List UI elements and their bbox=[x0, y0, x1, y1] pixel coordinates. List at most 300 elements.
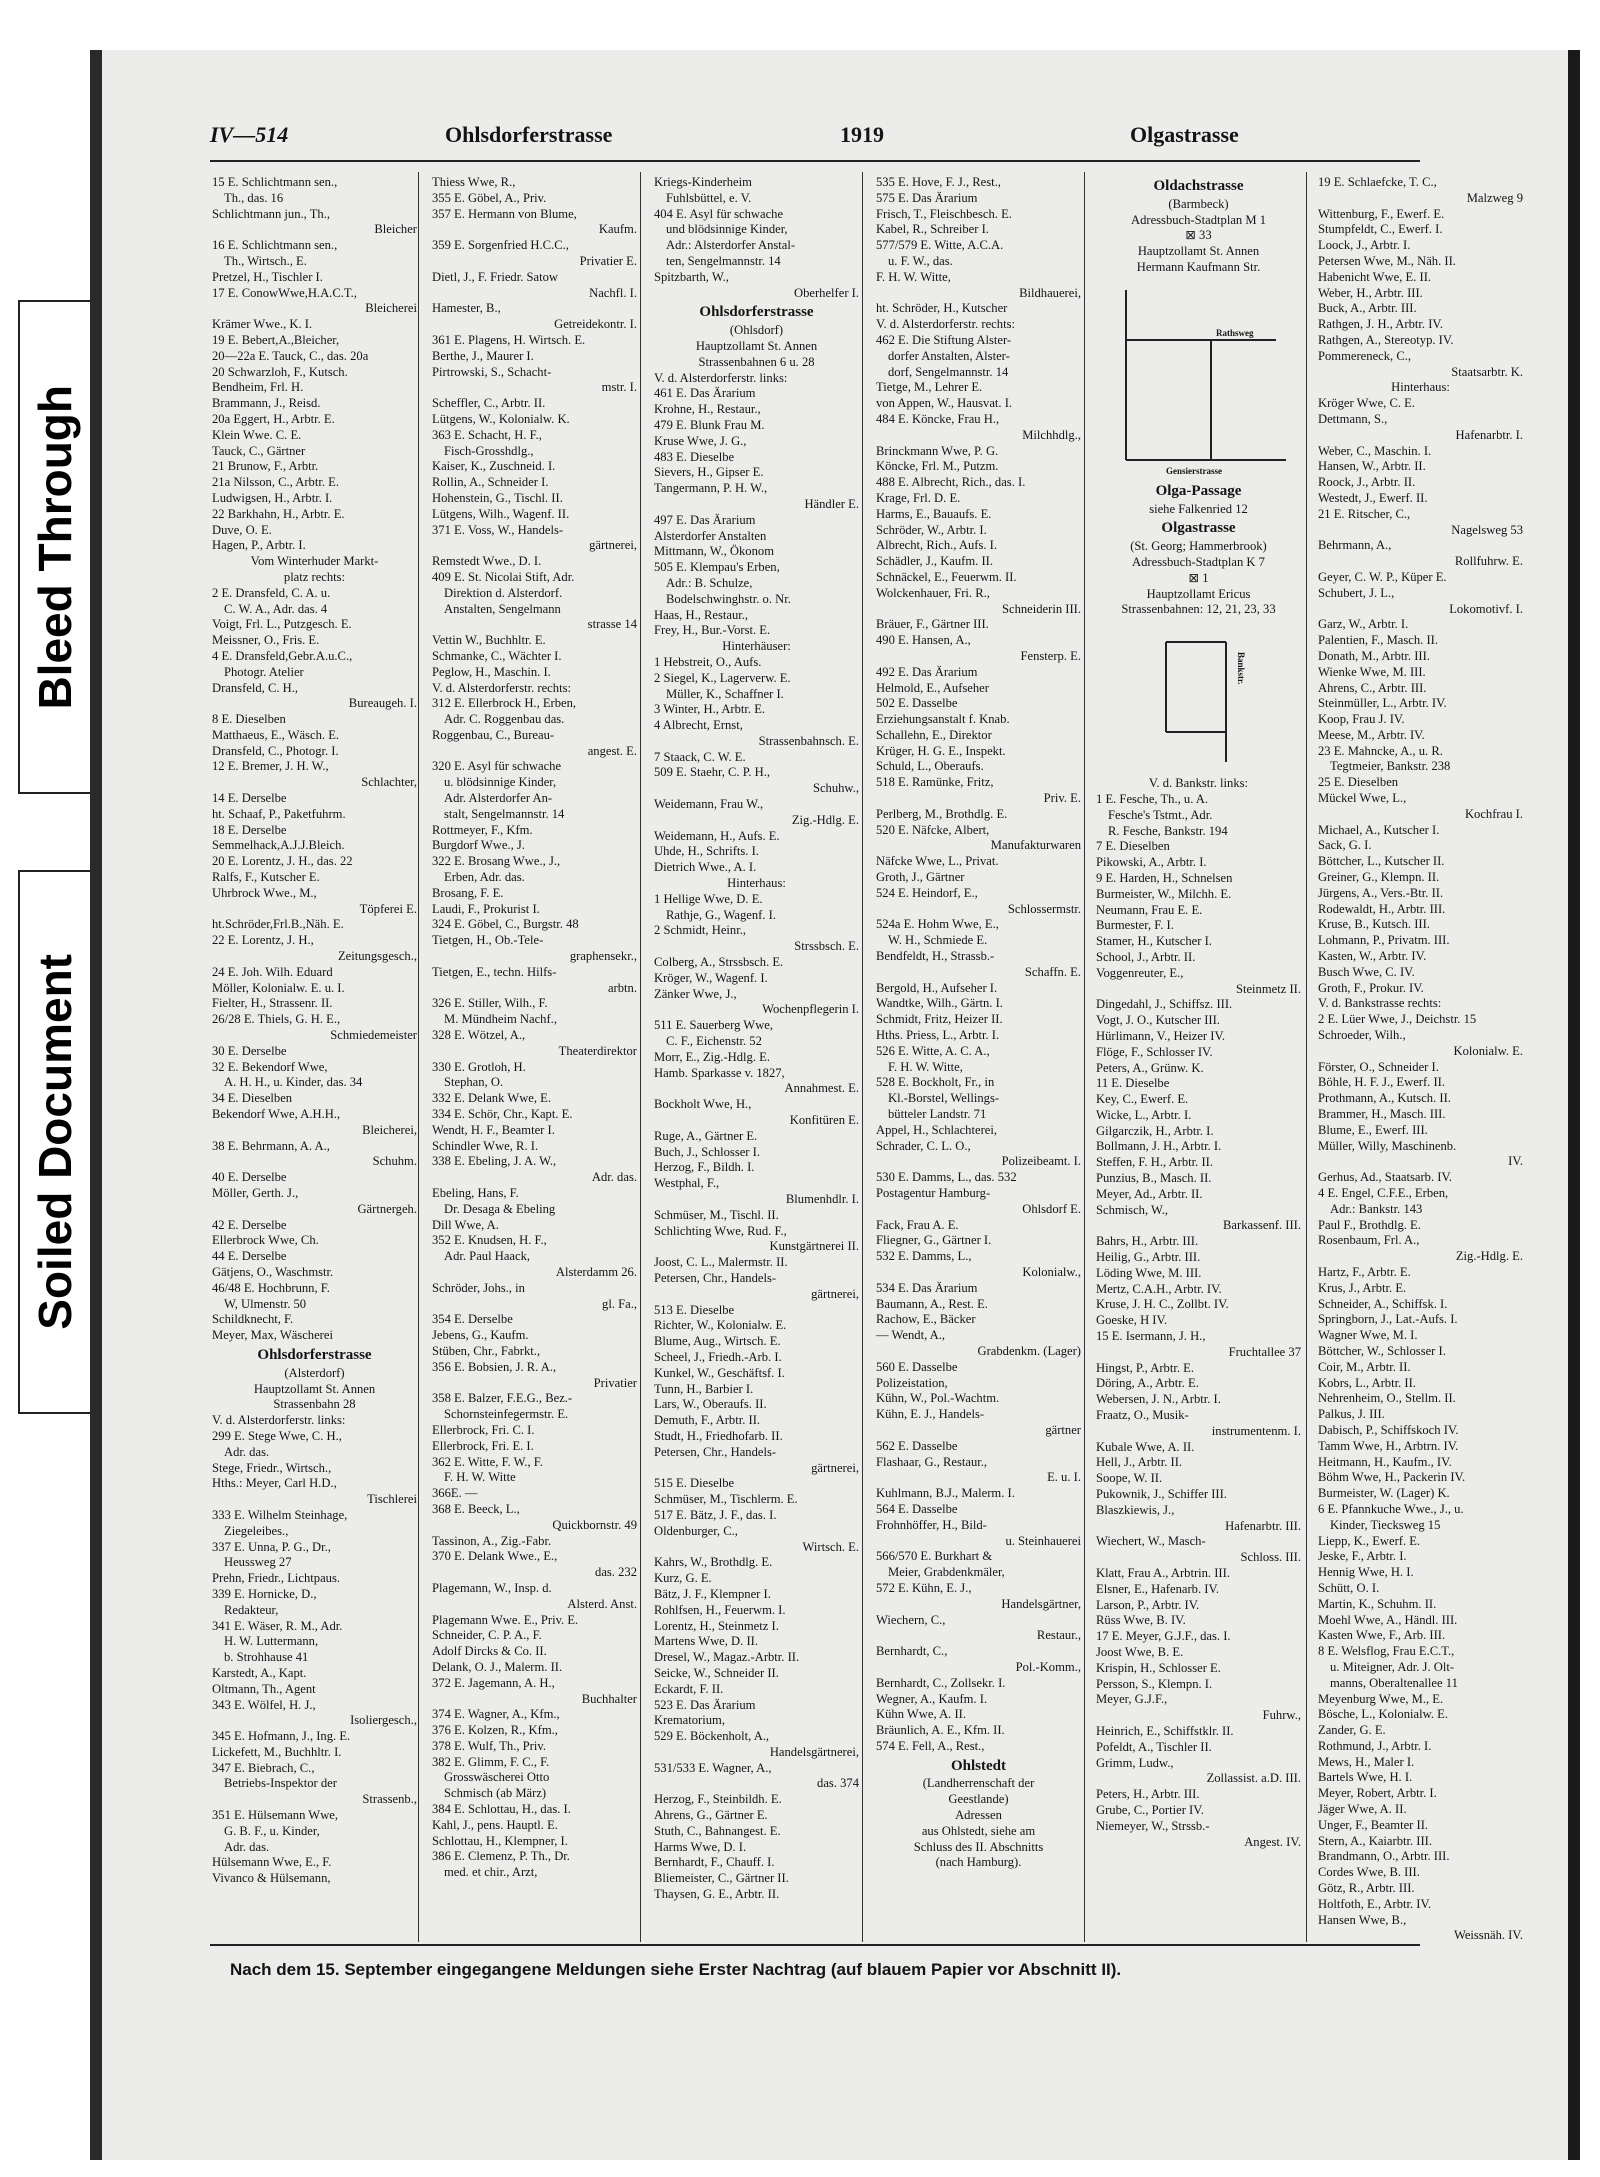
directory-entry: Förster, O., Schneider I. bbox=[1318, 1059, 1439, 1074]
directory-entry: 1 Hebstreit, O., Aufs. bbox=[654, 654, 762, 669]
entry-continuation: Malzweg 9 bbox=[1466, 190, 1523, 205]
directory-entry: Peters, H., Arbtr. III. bbox=[1096, 1787, 1200, 1802]
directory-entry: Weber, C., Maschin. I. bbox=[1318, 443, 1432, 458]
directory-entry: 518 E. Ramünke, Fritz, bbox=[876, 775, 994, 790]
street-info: Vom Winterhuder Markt- bbox=[250, 554, 379, 569]
directory-entry: 511 E. Sauerberg Wwe, bbox=[654, 1018, 774, 1033]
street-heading: Ohlsdorferstrasse bbox=[257, 1346, 372, 1363]
entry-continuation: arbtn. bbox=[607, 980, 637, 995]
entry-continuation: Th., das. 16 bbox=[224, 190, 284, 205]
directory-entry: 6 E. Pfannkuche Wwe., J., u. bbox=[1318, 1501, 1464, 1516]
entry-continuation: H. W. Luttermann, bbox=[224, 1634, 319, 1649]
directory-entry: Petersen, Chr., Handels- bbox=[654, 1444, 777, 1459]
directory-entry: Brosang, F. E. bbox=[432, 885, 504, 900]
directory-entry: — Wendt, A., bbox=[876, 1328, 946, 1343]
directory-entry: 560 E. Dasselbe bbox=[876, 1359, 958, 1374]
entry-continuation: stalt, Sengelmannstr. 14 bbox=[444, 806, 565, 821]
entry-continuation: Rathje, G., Wagenf. I. bbox=[666, 907, 776, 922]
entry-continuation: W, Ulmenstr. 50 bbox=[224, 1296, 307, 1311]
entry-continuation: Tischlerei bbox=[367, 1492, 417, 1507]
entry-continuation: Dr. Desaga & Ebeling bbox=[444, 1201, 556, 1216]
directory-entry: Frey, H., Bur.-Vorst. E. bbox=[654, 623, 771, 638]
directory-entry: 462 E. Die Stiftung Alster- bbox=[876, 332, 1012, 347]
directory-entry: Hohenstein, G., Tischl. II. bbox=[432, 490, 563, 505]
directory-entry: Gätjens, O., Waschmstr. bbox=[212, 1264, 334, 1279]
directory-entry: 17 E. ConowWwe,H.A.C.T., bbox=[212, 285, 357, 300]
directory-entry: Ebeling, Hans, F. bbox=[432, 1186, 519, 1200]
street-heading: Ohlsdorferstrasse bbox=[699, 304, 814, 321]
directory-entry: 562 E. Dasselbe bbox=[876, 1438, 958, 1453]
directory-entry: Schröder, Johs., in bbox=[432, 1280, 525, 1295]
directory-entry: Petersen, Chr., Handels- bbox=[654, 1270, 777, 1285]
directory-entry: Haas, H., Restaur., bbox=[654, 607, 749, 622]
directory-entry: 347 E. Biebrach, C., bbox=[212, 1760, 315, 1775]
directory-entry: 577/579 E. Witte, A.C.A. bbox=[876, 238, 1004, 253]
directory-entry: 530 E. Damms, L., das. 532 bbox=[876, 1170, 1017, 1185]
directory-entry: Rathgen, J. H., Arbtr. IV. bbox=[1318, 317, 1444, 332]
entry-continuation: Photogr. Atelier bbox=[224, 664, 304, 679]
entry-continuation: Redakteur, bbox=[224, 1602, 279, 1617]
entry-continuation: Nagelsweg 53 bbox=[1451, 522, 1523, 537]
directory-entry: Schmanke, C., Wächter I. bbox=[432, 648, 562, 663]
entry-continuation: Zig.-Hdlg. E. bbox=[791, 812, 859, 827]
directory-entry: Kabel, R., Schreiber I. bbox=[876, 222, 989, 237]
directory-entry: 2 E. Lüer Wwe, J., Deichstr. 15 bbox=[1318, 1012, 1477, 1027]
directory-entry: Erziehungsanstalt f. Knab. bbox=[876, 712, 1010, 727]
directory-entry: Oldenburger, C., bbox=[654, 1523, 738, 1538]
right-street-title: Olgastrasse bbox=[1130, 122, 1239, 147]
directory-entry: Ralfs, F., Kutscher E. bbox=[212, 870, 320, 885]
directory-entry: Blume, E., Ewerf. III. bbox=[1318, 1122, 1428, 1137]
entry-continuation: Nachfl. I. bbox=[589, 285, 637, 300]
street-info: Strassenbahnen: 12, 21, 23, 33 bbox=[1121, 602, 1276, 617]
directory-entry: Stern, A., Kaiarbtr. III. bbox=[1318, 1833, 1433, 1848]
directory-entry: Tietge, M., Lehrer E. bbox=[876, 380, 983, 395]
street-info: platz rechts: bbox=[283, 569, 346, 584]
directory-entry: Müller, Willy, Maschinenb. bbox=[1318, 1138, 1457, 1153]
directory-entry: Pretzel, H., Tischler I. bbox=[212, 269, 323, 284]
entry-continuation: Kinder, Tiecksweg 15 bbox=[1330, 1517, 1441, 1532]
street-info: Hauptzollamt St. Annen bbox=[695, 338, 818, 353]
directory-entry: Meissner, O., Fris. E. bbox=[212, 633, 320, 648]
directory-entry: Thiess Wwe, R., bbox=[432, 175, 516, 189]
directory-entry: Pofeldt, A., Tischler II. bbox=[1096, 1739, 1212, 1754]
directory-entry: Schröder, W., Arbtr. I. bbox=[876, 522, 987, 537]
directory-entry: Schmidt, Fritz, Heizer II. bbox=[876, 1012, 1003, 1027]
directory-entry: Möller, Gerth. J., bbox=[212, 1186, 299, 1200]
entry-continuation: manns, Oberaltenallee 11 bbox=[1330, 1675, 1458, 1690]
directory-entry: 1 E. Fesche, Th., u. A. bbox=[1096, 791, 1209, 806]
directory-entry: Krämer Wwe., K. I. bbox=[212, 317, 313, 332]
directory-entry: 1 Hellige Wwe, D. E. bbox=[654, 891, 763, 906]
directory-entry: 492 E. Das Ärarium bbox=[876, 664, 978, 679]
entry-continuation: Gärtnergeh. bbox=[357, 1201, 417, 1216]
entry-continuation: Privatier E. bbox=[579, 253, 637, 268]
entry-continuation: Direktion d. Alsterdorf. bbox=[444, 585, 563, 600]
entry-continuation: u. Miteigner, Adr. J. Olt- bbox=[1330, 1659, 1455, 1674]
directory-entry: Schmisch, W., bbox=[1096, 1202, 1169, 1217]
directory-entry: Wolckenhauer, Fri. R., bbox=[876, 585, 990, 600]
directory-entry: Hths.: Meyer, Carl H.D., bbox=[212, 1476, 337, 1491]
entry-continuation: ten, Sengelmannstr. 14 bbox=[666, 253, 781, 268]
directory-entry: Vogt, J. O., Kutscher III. bbox=[1096, 1013, 1220, 1028]
entry-continuation: Alsterd. Anst. bbox=[567, 1596, 637, 1611]
entry-continuation: Annahmest. E. bbox=[784, 1081, 859, 1096]
directory-entry: 7 Staack, C. W. E. bbox=[654, 749, 746, 764]
directory-entry: Fielter, H., Strassenr. II. bbox=[212, 996, 333, 1011]
directory-entry: Schütt, O. I. bbox=[1318, 1580, 1380, 1595]
directory-entry: 484 E. Köncke, Frau H., bbox=[876, 411, 1000, 426]
directory-entry: Peters, A., Grünw. K. bbox=[1096, 1060, 1204, 1075]
directory-entry: Laudi, F., Prokurist I. bbox=[432, 901, 540, 916]
directory-entry: Perlberg, M., Brothdlg. E. bbox=[876, 806, 1008, 821]
directory-entry: 345 E. Hofmann, J., Ing. E. bbox=[212, 1729, 351, 1744]
street-info: (Barmbeck) bbox=[1168, 196, 1229, 211]
directory-entry: Steinmüller, L., Arbtr. IV. bbox=[1318, 696, 1447, 711]
entry-continuation: G. B. F., u. Kinder, bbox=[224, 1823, 320, 1838]
directory-entry: Joost Wwe, B. E. bbox=[1096, 1644, 1184, 1659]
directory-entry: Ludwigsen, H., Arbtr. I. bbox=[212, 490, 333, 505]
directory-entry: 574 E. Fell, A., Rest., bbox=[876, 1738, 985, 1753]
street-info: (St. Georg; Hammerbrook) bbox=[1130, 539, 1267, 554]
entry-continuation: gärtner bbox=[1045, 1422, 1081, 1437]
directory-entry: Böttcher, L., Kutscher II. bbox=[1318, 854, 1445, 869]
page-header bbox=[210, 122, 1400, 152]
directory-entry: 2 Schmidt, Heinr., bbox=[654, 923, 746, 938]
directory-entry: Hamb. Sparkasse v. 1827, bbox=[654, 1065, 785, 1080]
entry-continuation: Handelsgärtner, bbox=[1001, 1596, 1081, 1611]
entry-continuation: Kolonialw. E. bbox=[1453, 1043, 1523, 1058]
entry-continuation: Th., Wirtsch., E. bbox=[224, 253, 307, 268]
directory-entry: 20 Schwarzloh, F., Kutsch. bbox=[212, 364, 348, 379]
soiled-document-stamp bbox=[18, 870, 92, 1414]
directory-entry: Goeske, H IV. bbox=[1096, 1313, 1168, 1328]
directory-entry: Joost, C. L., Malermstr. II. bbox=[654, 1255, 788, 1270]
directory-entry: Weber, H., Arbtr. III. bbox=[1318, 285, 1423, 300]
entry-continuation: Blumenhdlr. I. bbox=[785, 1192, 859, 1206]
directory-entry: Morr, E., Zig.-Hdlg. E. bbox=[654, 1049, 770, 1064]
directory-entry: Brinckmann Wwe, P. G. bbox=[876, 443, 999, 458]
directory-entry: Kruse Wwe, J. G., bbox=[654, 433, 747, 448]
directory-entry: Kubale Wwe, A. II. bbox=[1096, 1439, 1195, 1454]
map-street-label: Bankstr. bbox=[1235, 652, 1246, 685]
directory-entry: Groth, F., Prokur. IV. bbox=[1318, 980, 1424, 995]
directory-entry: Meyer, Ad., Arbtr. II. bbox=[1096, 1186, 1203, 1201]
column-divider bbox=[862, 172, 863, 1942]
entry-continuation: Bleicher bbox=[374, 222, 417, 237]
entry-continuation: A. H. H., u. Kinder, das. 34 bbox=[224, 1075, 363, 1090]
entry-continuation: u. Steinhauerei bbox=[1005, 1533, 1081, 1548]
directory-entry: 358 E. Balzer, F.E.G., Bez.- bbox=[432, 1391, 573, 1406]
entry-continuation: b. Strohhause 41 bbox=[224, 1650, 309, 1665]
directory-entry: Moehl Wwe, A., Händl. III. bbox=[1318, 1612, 1458, 1627]
directory-entry: 479 E. Blunk Frau M. bbox=[654, 417, 765, 432]
directory-entry: Seicke, W., Schneider II. bbox=[654, 1665, 779, 1680]
directory-entry: Tietgen, H., Ob.-Tele- bbox=[432, 933, 544, 948]
entry-continuation: Angest. IV. bbox=[1244, 1834, 1301, 1849]
directory-entry: Schallehn, E., Direktor bbox=[876, 727, 992, 742]
street-info: Hinterhaus: bbox=[1391, 380, 1450, 395]
entry-continuation: Strssbsch. E. bbox=[794, 939, 859, 954]
entry-continuation: Kochfrau I. bbox=[1464, 806, 1523, 821]
directory-entry: Uhde, H., Schrifts. I. bbox=[654, 844, 759, 859]
directory-entry: 38 E. Behrmann, A. A., bbox=[212, 1138, 330, 1153]
entry-continuation: Kl.-Borstel, Wellings- bbox=[888, 1091, 1000, 1106]
directory-entry: Jeske, F., Arbtr. I. bbox=[1318, 1549, 1407, 1564]
directory-entry: Dresel, W., Magaz.-Arbtr. II. bbox=[654, 1650, 800, 1665]
entry-continuation: dorf, Sengelmannstr. 14 bbox=[888, 364, 1009, 379]
directory-entry: Richter, W., Kolonialw. E. bbox=[654, 1318, 787, 1333]
directory-entry: Stüben, Chr., Fabrkt., bbox=[432, 1343, 541, 1358]
directory-entry: Kruse, J. H. C., Zollbt. IV. bbox=[1096, 1297, 1229, 1312]
directory-entry: Harms Wwe, D. I. bbox=[654, 1839, 747, 1854]
directory-entry: Ellerbrock, Fri. C. I. bbox=[432, 1422, 535, 1437]
entry-continuation: angest. E. bbox=[587, 743, 637, 758]
directory-entry: Heinrich, E., Schiffstklr. II. bbox=[1096, 1723, 1234, 1738]
entry-continuation: Töpferei E. bbox=[359, 901, 417, 916]
directory-entry: Flöge, F., Schlosser IV. bbox=[1096, 1044, 1213, 1059]
entry-continuation: instrumentenm. I. bbox=[1211, 1423, 1301, 1438]
entry-continuation: Polizeibeamt. I. bbox=[1001, 1154, 1081, 1169]
entry-continuation: Adr. C. Roggenbau das. bbox=[444, 712, 565, 727]
directory-entry: 42 E. Derselbe bbox=[212, 1217, 287, 1232]
directory-entry: 40 E. Derselbe bbox=[212, 1170, 287, 1185]
directory-entry: V. d. Alsterdorferstr. links: bbox=[212, 1413, 346, 1428]
directory-entry: Bockholt Wwe, H., bbox=[654, 1097, 752, 1112]
directory-entry: Pirtrowski, S., Schacht- bbox=[432, 364, 552, 379]
entry-continuation: Schloss. III. bbox=[1240, 1550, 1301, 1565]
directory-entry: Colberg, A., Strssbsch. E. bbox=[654, 955, 784, 970]
directory-entry: 502 E. Dasselbe bbox=[876, 696, 958, 711]
directory-entry: Ellerbrock, Fri. E. I. bbox=[432, 1438, 534, 1453]
directory-entry: Prehn, Friedr., Lichtpaus. bbox=[212, 1571, 341, 1586]
directory-entry: 404 E. Asyl für schwache bbox=[654, 206, 784, 221]
directory-entry: 505 E. Klempau's Erben, bbox=[654, 560, 780, 575]
directory-entry: Grube, C., Portier IV. bbox=[1096, 1802, 1204, 1817]
directory-entry: Soope, W. II. bbox=[1096, 1471, 1163, 1486]
entry-continuation: Strassenbahnsch. E. bbox=[758, 733, 859, 748]
directory-entry: Pukownik, J., Schiffer III. bbox=[1096, 1487, 1227, 1502]
directory-entry: Cordes Wwe, B. III. bbox=[1318, 1865, 1420, 1880]
directory-entry: Bernhardt, C., Zollsekr. I. bbox=[876, 1675, 1006, 1690]
directory-entry: Scheel, J., Friedh.-Arb. I. bbox=[654, 1349, 782, 1364]
directory-entry: Weidemann, H., Aufs. E. bbox=[654, 828, 780, 843]
entry-continuation: Theaterdirektor bbox=[558, 1043, 637, 1058]
entry-continuation: Konfitüren E. bbox=[789, 1113, 859, 1128]
entry-continuation: Betriebs-Inspektor der bbox=[224, 1776, 337, 1791]
directory-entry: Holtfoth, E., Arbtr. IV. bbox=[1318, 1896, 1432, 1911]
entry-continuation: Weissnäh. IV. bbox=[1453, 1928, 1523, 1943]
entry-continuation: Schmiedemeister bbox=[330, 1028, 417, 1043]
directory-entry: 328 E. Wötzel, A., bbox=[432, 1028, 526, 1043]
directory-entry: Elsner, E., Hafenarb. IV. bbox=[1096, 1581, 1220, 1596]
entry-continuation: Adr. das. bbox=[224, 1444, 270, 1459]
directory-entry: Stumpfeldt, C., Ewerf. I. bbox=[1318, 222, 1443, 237]
street-heading: Olga-Passage bbox=[1155, 482, 1242, 499]
directory-entry: Garz, W., Arbtr. I. bbox=[1318, 617, 1409, 632]
entry-continuation: dorfer Anstalten, Alster- bbox=[888, 348, 1010, 363]
directory-entry: 483 E. Dieselbe bbox=[654, 449, 735, 464]
directory-entry: 355 E. Göbel, A., Priv. bbox=[432, 190, 547, 205]
directory-entry: Matthaeus, E., Wäsch. E. bbox=[212, 727, 340, 742]
directory-entry: Kunkel, W., Geschäftsf. I. bbox=[654, 1365, 785, 1380]
directory-entry: 17 E. Meyer, G.J.F., das. I. bbox=[1096, 1629, 1231, 1644]
directory-entry: Ellerbrock Wwe, Ch. bbox=[212, 1233, 319, 1248]
directory-entry: Böttcher, W., Schlosser I. bbox=[1318, 1343, 1446, 1358]
street-heading: Ohlstedt bbox=[950, 1757, 1006, 1774]
entry-continuation: F. H. W. Witte bbox=[444, 1470, 516, 1485]
directory-entry: 16 E. Schlichtmann sen., bbox=[212, 238, 338, 253]
directory-column-1 bbox=[212, 175, 417, 1935]
entry-continuation: Steinmetz II. bbox=[1235, 981, 1301, 996]
entry-continuation: Erben, Adr. das. bbox=[444, 870, 525, 885]
entry-continuation: R. Fesche, Bankstr. 194 bbox=[1108, 823, 1228, 838]
directory-entry: 362 E. Witte, F. W., F. bbox=[432, 1454, 543, 1469]
directory-entry: Hartz, F., Arbtr. E. bbox=[1318, 1264, 1411, 1279]
entry-continuation: Schneiderin III. bbox=[1001, 601, 1081, 616]
directory-entry: Harms, E., Bauaufs. E. bbox=[876, 506, 992, 521]
directory-column-3 bbox=[654, 175, 859, 1935]
entry-continuation: Fensterp. E. bbox=[1020, 648, 1081, 663]
directory-entry: 354 E. Derselbe bbox=[432, 1312, 513, 1327]
directory-entry: Hennig Wwe, H. I. bbox=[1318, 1565, 1414, 1580]
directory-entry: 535 E. Hove, F. J., Rest., bbox=[876, 175, 1001, 189]
directory-entry: Meyenburg Wwe, M., E. bbox=[1318, 1691, 1444, 1706]
entry-continuation: Müller, K., Schaffner I. bbox=[666, 686, 784, 701]
entry-continuation: Anstalten, Sengelmann bbox=[444, 601, 561, 616]
directory-entry: Buck, A., Arbtr. III. bbox=[1318, 301, 1417, 316]
directory-entry: Rollin, A., Schneider I. bbox=[432, 475, 549, 490]
street-info: aus Ohlstedt, siehe am bbox=[921, 1823, 1036, 1838]
page-number: IV—514 bbox=[210, 122, 289, 147]
directory-entry: Hagen, P., Arbtr. I. bbox=[212, 538, 306, 553]
directory-entry: Kasten, W., Arbtr. IV. bbox=[1318, 949, 1427, 964]
entry-continuation: Quickbornstr. 49 bbox=[552, 1517, 637, 1532]
directory-entry: Helmold, E., Aufseher bbox=[876, 680, 989, 695]
directory-entry: Rodewaldt, H., Arbtr. III. bbox=[1318, 901, 1446, 916]
directory-entry: Pommereneck, C., bbox=[1318, 348, 1412, 363]
directory-entry: Rothmund, J., Arbtr. I. bbox=[1318, 1738, 1432, 1753]
directory-entry: Rosenbaum, Frl. A., bbox=[1318, 1233, 1420, 1248]
directory-entry: Sievers, H., Gipser E. bbox=[654, 465, 764, 480]
entry-continuation: Kaufm. bbox=[598, 222, 637, 237]
entry-continuation: Adr.: Bankstr. 143 bbox=[1330, 1201, 1423, 1216]
directory-entry: Mückel Wwe, L., bbox=[1318, 791, 1407, 806]
directory-entry: Prothmann, A., Kutsch. II. bbox=[1318, 1091, 1451, 1106]
directory-entry: Herzog, F., Bildh. I. bbox=[654, 1160, 755, 1175]
directory-entry: 526 E. Witte, A. C. A., bbox=[876, 1043, 990, 1058]
directory-entry: Karstedt, A., Kapt. bbox=[212, 1665, 307, 1680]
directory-entry: Krohne, H., Restaur., bbox=[654, 402, 761, 417]
entry-continuation: Fuhlsbüttel, e. V. bbox=[666, 190, 752, 205]
directory-entry: Unger, F., Beamter II. bbox=[1318, 1817, 1429, 1832]
directory-entry: Fack, Frau A. E. bbox=[876, 1217, 959, 1232]
directory-entry: Köncke, Frl. M., Putzm. bbox=[876, 459, 999, 474]
map-drawing bbox=[1106, 622, 1291, 772]
directory-entry: Krage, Frl. D. E. bbox=[876, 490, 961, 505]
directory-entry: 490 E. Hansen, A., bbox=[876, 633, 971, 648]
directory-column-2 bbox=[432, 175, 637, 1935]
street-info: ⊠ 33 bbox=[1185, 228, 1212, 243]
directory-entry: Schuld, L., Oberaufs. bbox=[876, 759, 984, 774]
directory-entry: Lütgens, Wilh., Wagenf. II. bbox=[432, 506, 570, 521]
entry-continuation: Bildhauerei, bbox=[1019, 285, 1081, 300]
directory-entry: Fliegner, G., Gärtner I. bbox=[876, 1233, 992, 1248]
entry-continuation: C. W. A., Adr. das. 4 bbox=[224, 601, 328, 616]
directory-entry: Meyer, Robert, Arbtr. I. bbox=[1318, 1786, 1437, 1801]
directory-entry: Remstedt Wwe., D. I. bbox=[432, 554, 542, 569]
directory-entry: Tietgen, E., techn. Hilfs- bbox=[432, 964, 557, 979]
directory-entry: Postagentur Hamburg- bbox=[876, 1186, 991, 1200]
directory-entry: Studt, H., Friedhofarb. II. bbox=[654, 1428, 783, 1443]
directory-entry: Schlichtmann jun., Th., bbox=[212, 206, 330, 221]
directory-entry: ht.Schröder,Frl.B.,Näh. E. bbox=[212, 917, 344, 932]
directory-entry: 339 E. Hornicke, D., bbox=[212, 1586, 317, 1601]
directory-entry: Stamer, H., Kutscher I. bbox=[1096, 934, 1212, 949]
directory-entry: 26/28 E. Thiels, G. H. E., bbox=[212, 1012, 341, 1027]
directory-entry: Kühn Wwe, A. II. bbox=[876, 1707, 967, 1722]
directory-entry: Tauck, C., Gärtner bbox=[212, 443, 306, 458]
directory-entry: V. d. Bankstrasse rechts: bbox=[1318, 996, 1442, 1011]
street-info: Hermann Kaufmann Str. bbox=[1136, 259, 1261, 274]
entry-continuation: Kolonialw., bbox=[1022, 1264, 1081, 1279]
entry-continuation: u. F. W., das. bbox=[888, 253, 953, 268]
directory-entry: Krematorium, bbox=[654, 1713, 725, 1728]
directory-entry: Spitzbarth, W., bbox=[654, 269, 729, 284]
year-title: 1919 bbox=[840, 122, 884, 147]
directory-entry: Geyer, C. W. P., Küper E. bbox=[1318, 569, 1447, 584]
left-street-title: Ohlsdorferstrasse bbox=[445, 122, 613, 147]
entry-continuation: Bureaugeh. I. bbox=[348, 696, 417, 711]
directory-entry: Mittmann, W., Ökonom bbox=[654, 544, 774, 559]
directory-entry: Dingedahl, J., Schiffsz. III. bbox=[1096, 997, 1233, 1012]
entry-continuation: mstr. I. bbox=[601, 380, 637, 395]
entry-continuation: das. 374 bbox=[817, 1776, 859, 1791]
directory-entry: Nehrenheim, O., Stellm. II. bbox=[1318, 1391, 1456, 1406]
directory-entry: 12 E. Bremer, J. H. W., bbox=[212, 759, 329, 774]
column-divider bbox=[418, 172, 419, 1942]
directory-entry: Ahrens, C., Arbtr. III. bbox=[1318, 680, 1427, 695]
directory-entry: 4 E. Engel, C.F.E., Erben, bbox=[1318, 1186, 1449, 1200]
directory-entry: Roock, J., Arbtr. II. bbox=[1318, 475, 1416, 490]
directory-column-6 bbox=[1318, 175, 1523, 1943]
directory-entry: Loock, J., Arbtr. I. bbox=[1318, 238, 1411, 253]
entry-continuation: Getreidekontr. I. bbox=[554, 317, 637, 332]
entry-continuation: W. H., Schmiede E. bbox=[888, 933, 988, 948]
directory-entry: Eckardt, F. II. bbox=[654, 1681, 724, 1696]
directory-entry: Bergold, H., Aufseher I. bbox=[876, 980, 998, 995]
directory-entry: Kobrs, L., Arbtr. II. bbox=[1318, 1375, 1416, 1390]
directory-entry: 529 E. Böckenholt, A., bbox=[654, 1729, 770, 1744]
directory-entry: Klein Wwe. C. E. bbox=[212, 427, 302, 442]
directory-entry: Meese, M., Arbtr. IV. bbox=[1318, 727, 1425, 742]
entry-continuation: Adr. Alsterdorfer An- bbox=[444, 791, 553, 806]
directory-entry: 14 E. Derselbe bbox=[212, 791, 287, 806]
directory-entry: Appel, H., Schlachterei, bbox=[876, 1122, 997, 1137]
directory-entry: Grimm, Ludw., bbox=[1096, 1755, 1174, 1770]
directory-entry: Näfcke Wwe, L., Privat. bbox=[876, 854, 999, 869]
directory-entry: Coir, M., Arbtr. II. bbox=[1318, 1359, 1411, 1374]
directory-entry: Roggenbau, C., Bureau- bbox=[432, 727, 555, 742]
entry-continuation: Stephan, O. bbox=[444, 1075, 504, 1090]
map-street-label: Gensierstrasse bbox=[1166, 465, 1222, 476]
directory-entry: Larson, P., Arbtr. IV. bbox=[1096, 1597, 1200, 1612]
footer-note: Nach dem 15. September eingegangene Meldungen siehe Erster Nachtrag (auf blauem Papier vor Abschnitt II). bbox=[230, 1960, 1122, 1979]
directory-entry: Hürlimann, V., Heizer IV. bbox=[1096, 1028, 1226, 1043]
street-info: Schluss des II. Abschnitts bbox=[913, 1839, 1044, 1854]
street-map-olgastrasse bbox=[1106, 622, 1291, 772]
directory-entry: 382 E. Glimm, F. C., F. bbox=[432, 1754, 550, 1769]
